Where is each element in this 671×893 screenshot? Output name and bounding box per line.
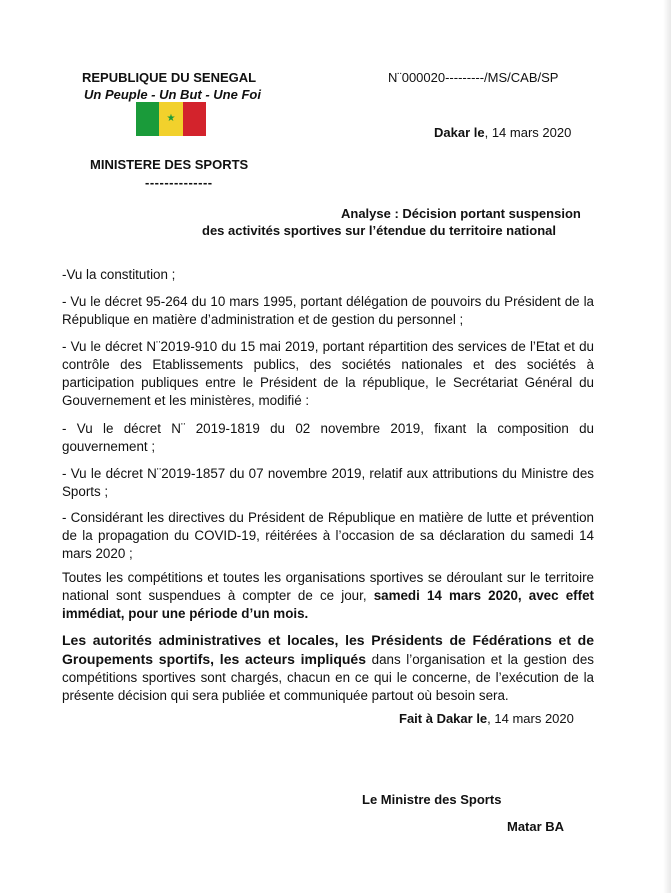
ministry-underline: --------------	[145, 175, 213, 190]
ministry-title: MINISTERE DES SPORTS	[90, 157, 249, 172]
consideration-item: - Vu le décret N¨ 2019-1819 du 02 novembre 2019, fixant la composition du gouvernement ;	[62, 421, 594, 454]
flag-yellow-band	[159, 102, 183, 136]
republic-title: REPUBLIQUE DU SENEGAL	[82, 70, 257, 85]
consideration-item: - Considérant les directives du Président de République en matière de lutte et prévention de la propagation du COVID-19, réitérées à l’occasion de sa déclaration du samedi 14 mars 2020 ;	[62, 510, 594, 561]
page-edge-shadow	[663, 0, 671, 893]
decision-emphasis: samedi 14 mars 2020, avec effet immédiat, pour une période d’un mois	[62, 588, 594, 621]
national-motto: Un Peuple - Un But - Une Foi	[84, 87, 261, 102]
consideration-item: - Vu le décret 95-264 du 10 mars 1995, portant délégation de pouvoirs du Président de la République en matière d’administration et de gestion du personnel ;	[62, 294, 594, 327]
signatory-title: Le Ministre des Sports	[362, 792, 502, 807]
flag-green-band	[136, 102, 159, 136]
decision-text: Toutes les compétitions et toutes les organisations sportives se déroulant sur le territoire national sont suspendues à compter de ce jour,	[62, 570, 594, 603]
consideration-item: -Vu la constitution ;	[62, 267, 176, 282]
date-value: , 14 mars 2020	[484, 125, 572, 140]
done-at-date: , 14 mars 2020	[487, 711, 574, 726]
star-icon: ★	[166, 113, 176, 124]
execution-paragraph	[62, 631, 594, 705]
execution-text: dans l’organisation et la gestion des compétitions sportives sont chargés, chacun en ce qui le concerne, de l’exécution de la présente décision qui sera publiée et communiquée partout où besoin sera.	[62, 652, 594, 703]
decision-end: .	[304, 606, 309, 621]
decision-paragraph	[62, 569, 594, 623]
done-at-line	[399, 711, 574, 726]
consideration-item: - Vu le décret N¨2019-910 du 15 mai 2019, portant répartition des services de l’Etat et du contrôle des Etablissements publics, des sociétés nationales et des sociétés à participation publiques entre le Président de la république, le Secrétariat Général du Gouvernement et les ministères, modifié :	[62, 339, 594, 408]
place-date	[434, 125, 571, 140]
execution-emphasis: Les autorités administratives et locales, les Présidents de Fédérations et de Groupements sportifs, les acteurs impliqués	[62, 632, 594, 667]
done-at-label: Fait à Dakar le	[399, 711, 488, 726]
analysis-line-2: des activités sportives sur l’étendue du territoire national	[202, 223, 556, 238]
place-label: Dakar le	[434, 125, 485, 140]
signatory-name: Matar BA	[507, 819, 565, 834]
consideration-item: - Vu le décret N¨2019-1857 du 07 novembre 2019, relatif aux attributions du Ministre des Sports ;	[62, 466, 594, 499]
reference-number: N¨000020---------/MS/CAB/SP	[388, 70, 559, 85]
senegal-flag	[136, 102, 206, 136]
flag-red-band	[183, 102, 206, 136]
analysis-line-1: Analyse : Décision portant suspension	[341, 206, 581, 221]
